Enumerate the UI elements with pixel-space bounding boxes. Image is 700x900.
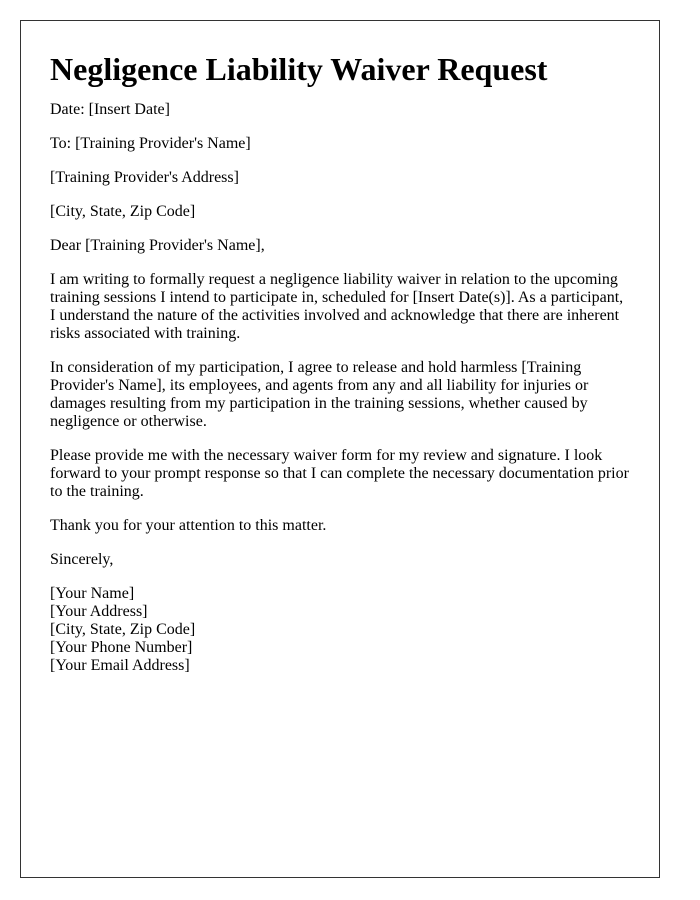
body-paragraph: Thank you for your attention to this matter. (50, 517, 327, 534)
signature-city: [City, State, Zip Code] (50, 621, 196, 638)
signature-name: [Your Name] (50, 585, 135, 602)
signature-block (50, 585, 630, 675)
recipient-address-line: [Training Provider's Address] (50, 169, 239, 186)
recipient-name-line: To: [Training Provider's Name] (50, 135, 251, 152)
body-paragraph: Please provide me with the necessary waiver form for my review and signature. I look forward to your prompt response so that I can complete the necessary documentation prior to the training. (50, 447, 629, 500)
signature-phone: [Your Phone Number] (50, 639, 193, 656)
date-line: Date: [Insert Date] (50, 101, 170, 118)
letter-title: Negligence Liability Waiver Request (50, 51, 548, 87)
salutation: Dear [Training Provider's Name], (50, 237, 265, 254)
signature-address: [Your Address] (50, 603, 148, 620)
body-paragraph: In consideration of my participation, I agree to release and hold harmless [Training Provider's Name], its employees, and agents from any and all liability for injuries or damages resulting from my participation in the training sessions, whether caused by negligence or otherwise. (50, 359, 589, 430)
body-paragraph: I am writing to formally request a negligence liability waiver in relation to the upcoming training sessions I intend to participate in, scheduled for [Insert Date(s)]. As a participant, I understand the nature of the activities involved and acknowledge that there are inherent risks associated with training. (50, 271, 624, 342)
closing: Sincerely, (50, 551, 114, 568)
recipient-city-line: [City, State, Zip Code] (50, 203, 196, 220)
letter-page (20, 20, 660, 878)
signature-email: [Your Email Address] (50, 657, 190, 674)
